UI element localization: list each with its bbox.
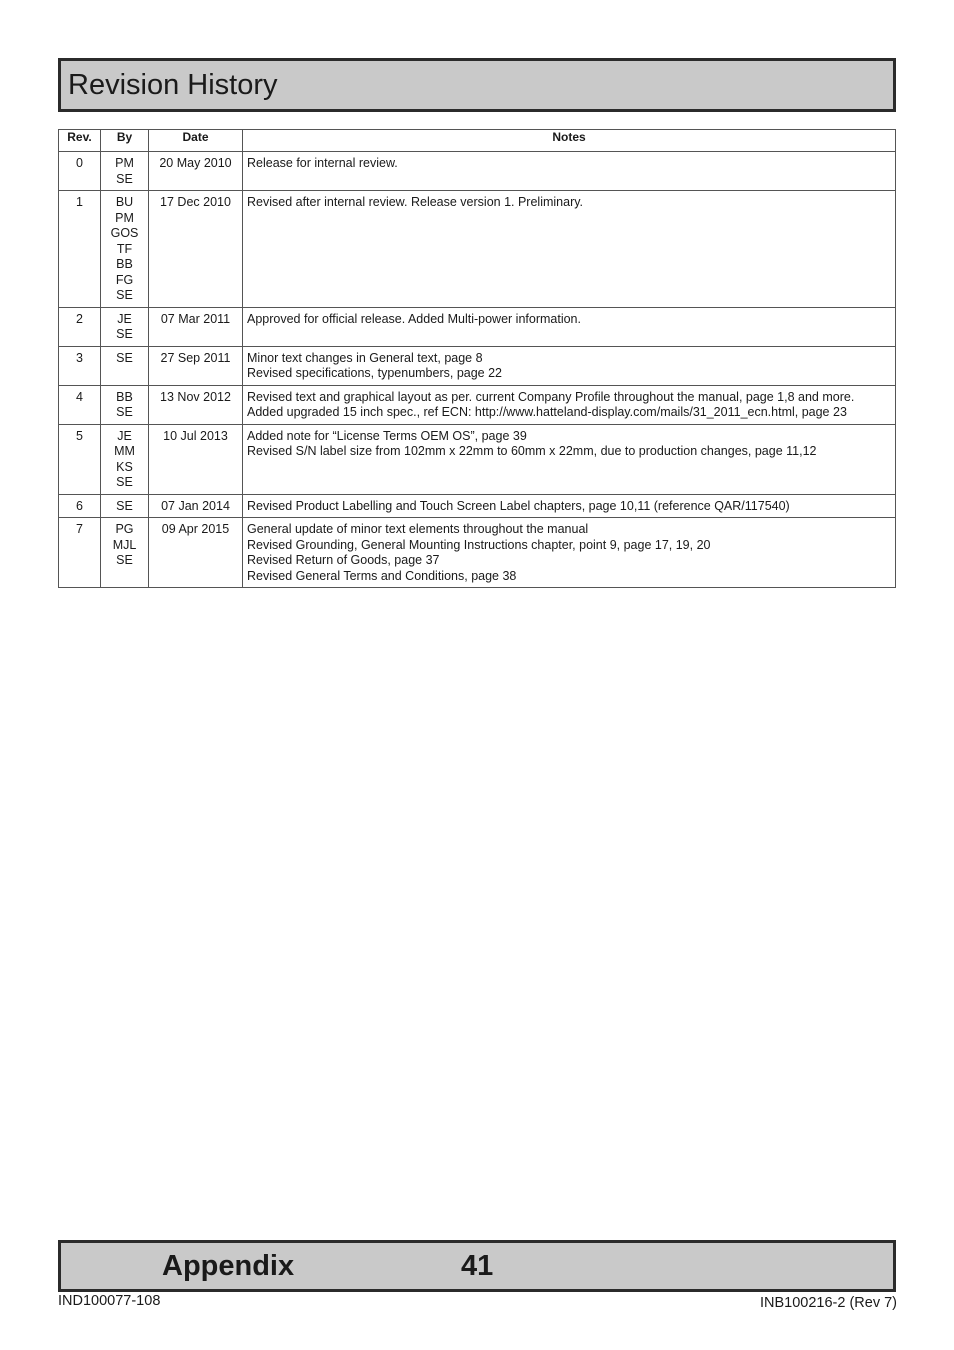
author-initials: JE	[117, 311, 132, 326]
author-initials: SE	[116, 498, 133, 513]
by-cell	[101, 307, 149, 346]
note-line: Added note for “License Terms OEM OS”, page 39	[247, 428, 527, 443]
note-line: Revised after internal review. Release version 1. Preliminary.	[247, 195, 584, 209]
author-initials: SE	[116, 405, 133, 419]
by-cell	[101, 385, 149, 424]
author-initials: PM	[115, 156, 134, 170]
author-initials: KS	[116, 459, 133, 474]
header-by: By	[101, 130, 149, 152]
rev-cell: 2	[59, 307, 101, 346]
notes-cell	[243, 152, 896, 191]
author-initials: SE	[116, 475, 133, 489]
header-rev: Rev.	[59, 130, 101, 152]
page-title: Revision History	[68, 69, 278, 101]
notes-cell	[243, 424, 896, 494]
note-line: General update of minor text elements throughout the manual	[247, 522, 589, 536]
table-row	[59, 191, 896, 308]
author-initials: BU	[115, 195, 134, 209]
date-cell: 07 Mar 2011	[149, 307, 243, 346]
author-initials: SE	[116, 553, 133, 567]
table-row	[59, 307, 896, 346]
note-line: Minor text changes in General text, page 8	[247, 350, 483, 365]
note-line: Revised Grounding, General Mounting Instructions chapter, point 9, page 17, 19, 20	[247, 537, 711, 552]
author-initials: SE	[116, 350, 133, 365]
author-initials: GOS	[110, 226, 139, 240]
rev-cell: 4	[59, 385, 101, 424]
section-title: Appendix	[162, 1250, 295, 1282]
table-row	[59, 385, 896, 424]
author-initials: PM	[115, 210, 134, 225]
author-initials: SE	[116, 327, 133, 341]
rev-cell: 3	[59, 346, 101, 385]
by-cell	[101, 424, 149, 494]
note-line: Approved for official release. Added Multi-power information.	[247, 311, 581, 326]
by-cell	[101, 494, 149, 518]
author-initials: PG	[115, 522, 134, 536]
rev-cell: 5	[59, 424, 101, 494]
author-initials: MM	[114, 444, 135, 458]
document-id-right: INB100216-2 (Rev 7)	[759, 1295, 897, 1311]
date-cell: 13 Nov 2012	[149, 385, 243, 424]
by-cell	[101, 346, 149, 385]
author-initials: FG	[115, 272, 134, 287]
date-cell: 09 Apr 2015	[149, 518, 243, 588]
date-cell: 20 May 2010	[149, 152, 243, 191]
date-cell: 10 Jul 2013	[149, 424, 243, 494]
table-row	[59, 152, 896, 191]
header-notes: Notes	[243, 130, 896, 152]
note-line: Revised General Terms and Conditions, page 38	[247, 568, 517, 583]
notes-cell	[243, 346, 896, 385]
rev-cell: 7	[59, 518, 101, 588]
notes-cell	[243, 191, 896, 308]
author-initials: MJL	[112, 537, 137, 552]
date-cell: 07 Jan 2014	[149, 494, 243, 518]
notes-cell	[243, 518, 896, 588]
rev-cell: 1	[59, 191, 101, 308]
by-cell	[101, 191, 149, 308]
table-row	[59, 494, 896, 518]
note-line: Revised Product Labelling and Touch Screen Label chapters, page 10,11 (reference QAR/117540)	[247, 498, 790, 513]
page-number: 41	[461, 1250, 494, 1282]
author-initials: BB	[116, 389, 133, 404]
by-cell	[101, 518, 149, 588]
footer-bar	[58, 1240, 896, 1292]
page-title-bar	[58, 58, 896, 112]
date-cell: 17 Dec 2010	[149, 191, 243, 308]
revision-history-table	[58, 129, 896, 588]
table-row	[59, 346, 896, 385]
table-row	[59, 424, 896, 494]
author-initials: TF	[116, 241, 133, 256]
author-initials: BB	[116, 257, 133, 271]
note-line: Revised S/N label size from 102mm x 22mm to 60mm x 22mm, due to production changes, page 11,12	[247, 444, 817, 458]
note-line: Revised Return of Goods, page 37	[247, 553, 440, 567]
table-header-row	[59, 130, 896, 152]
author-initials: JE	[117, 428, 132, 443]
rev-cell: 6	[59, 494, 101, 518]
document-id-left: IND100077-108	[58, 1293, 161, 1309]
date-cell: 27 Sep 2011	[149, 346, 243, 385]
header-date: Date	[149, 130, 243, 152]
note-line: Revised text and graphical layout as per. current Company Profile throughout the manual, page 1,8 and more.	[247, 389, 855, 404]
rev-cell: 0	[59, 152, 101, 191]
note-line: Release for internal review.	[247, 156, 398, 170]
note-line: Revised specifications, typenumbers, page 22	[247, 366, 503, 380]
author-initials: SE	[116, 288, 133, 302]
table-row	[59, 518, 896, 588]
author-initials: SE	[116, 171, 133, 186]
notes-cell	[243, 385, 896, 424]
notes-cell	[243, 494, 896, 518]
notes-cell	[243, 307, 896, 346]
by-cell	[101, 152, 149, 191]
note-line: Added upgraded 15 inch spec., ref ECN: http://www.hatteland-display.com/mails/31_2011_ecn.html, page 23	[247, 405, 847, 419]
